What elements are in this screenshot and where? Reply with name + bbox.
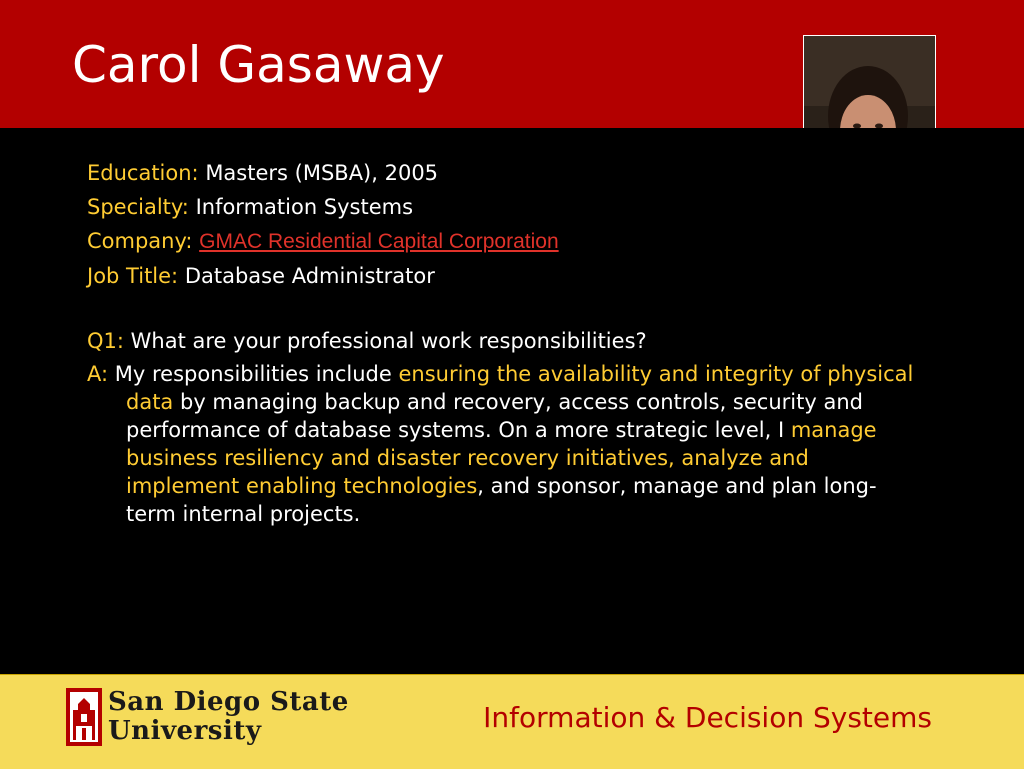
- university-emblem-icon: [66, 688, 102, 746]
- answer-paragraph: [87, 360, 926, 528]
- education-row: [87, 156, 559, 190]
- company-label: Company:: [87, 229, 193, 253]
- question-label: Q1:: [87, 329, 124, 353]
- wordmark-line-2: University: [108, 716, 262, 746]
- specialty-row: [87, 190, 559, 224]
- question-row: [87, 326, 947, 356]
- answer-text: [115, 362, 914, 526]
- university-wordmark: [108, 688, 349, 746]
- job-title-label: Job Title:: [87, 264, 179, 288]
- answer-segment: My responsibilities include: [114, 362, 399, 386]
- department-name: Information & Decision Systems: [483, 701, 932, 734]
- job-title-value: Database Administrator: [184, 264, 435, 288]
- answer-segment: , and sponsor, manage and plan long-term internal projects.: [126, 474, 877, 526]
- answer-segment: by managing backup and recovery, access controls, security and performance of database systems. On a more strategic level, I: [126, 390, 863, 442]
- answer-label: A:: [87, 362, 109, 386]
- university-logo: [66, 687, 349, 750]
- education-label: Education:: [87, 161, 199, 185]
- profile-info: [87, 156, 559, 293]
- qa-section: [87, 326, 947, 528]
- answer-highlight: manage business resiliency and disaster recovery initiatives, analyze and implement enabling technologies: [126, 418, 877, 498]
- company-link[interactable]: GMAC Residential Capital Corporation: [199, 230, 559, 253]
- slide-title: Carol Gasaway: [72, 36, 445, 94]
- specialty-label: Specialty:: [87, 195, 189, 219]
- company-row: [87, 224, 559, 259]
- specialty-value: Information Systems: [195, 195, 414, 219]
- job-title-row: [87, 259, 559, 293]
- answer-highlight: ensuring the availability and integrity of physical data: [126, 362, 914, 414]
- education-value: Masters (MSBA), 2005: [205, 161, 439, 185]
- wordmark-line-1: San Diego State: [108, 687, 349, 717]
- question-text: What are your professional work responsibilities?: [130, 329, 647, 353]
